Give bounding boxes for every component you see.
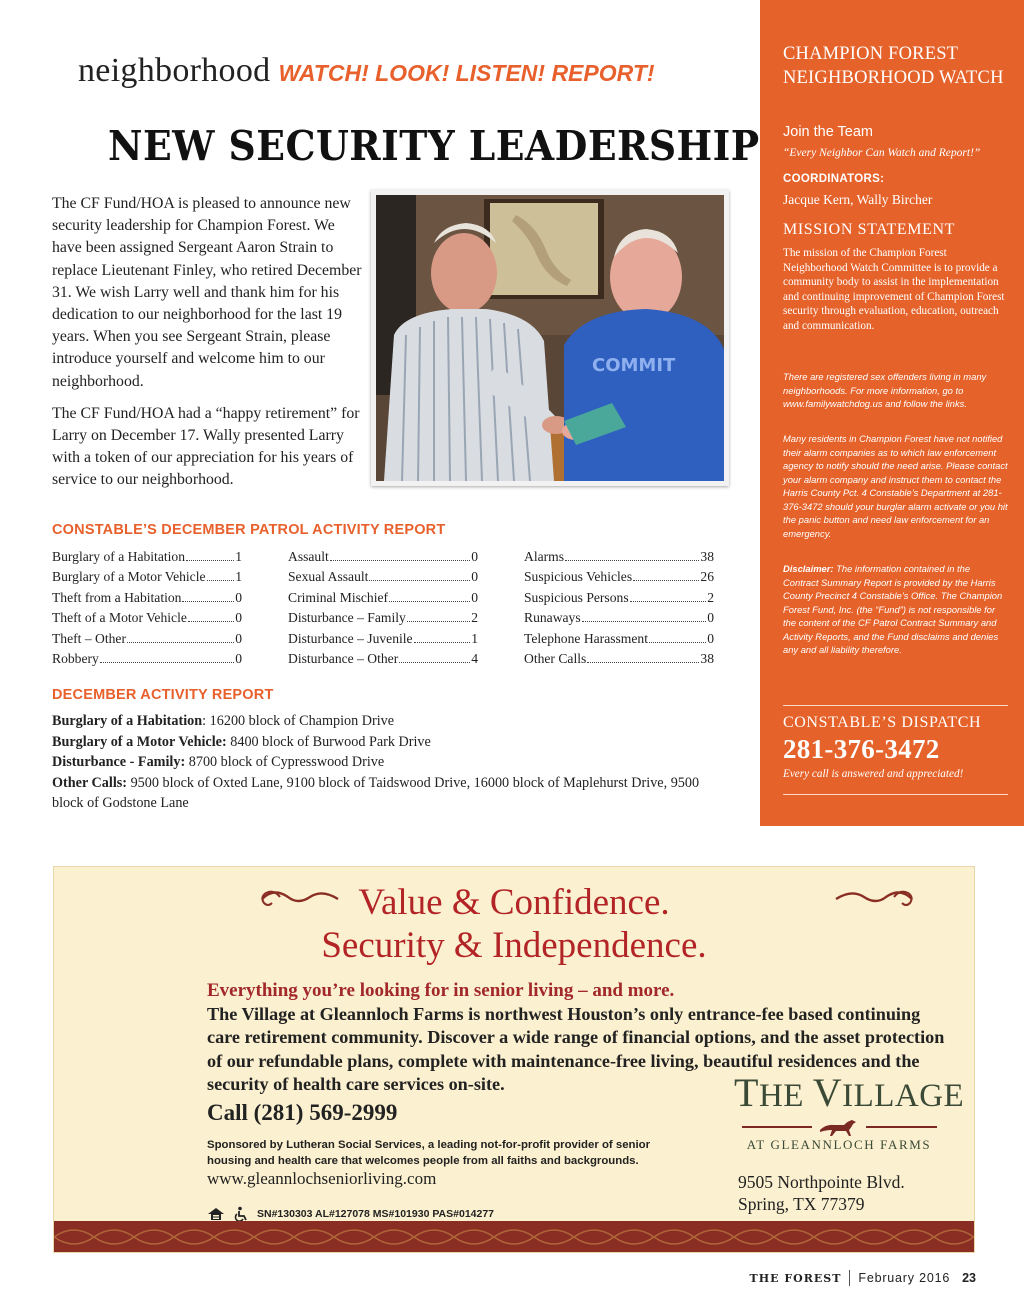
coordinators-names: Jacque Kern, Wally Bircher (783, 192, 933, 207)
ornament-pattern (54, 1221, 975, 1252)
patrol-row (52, 547, 242, 567)
village-logo (734, 1069, 965, 1153)
dot-leader (582, 621, 707, 622)
logo-rule-line (866, 1126, 937, 1128)
patrol-label: Telephone Harassment (524, 630, 648, 646)
patrol-label: Alarms (524, 549, 565, 564)
patrol-row (288, 608, 478, 628)
patrol-value: 0 (471, 549, 478, 564)
activity-label: Burglary of a Motor Vehicle: (52, 733, 227, 750)
dot-leader (369, 580, 470, 581)
dispatch-note: Every call is answered and appreciated! (783, 768, 964, 780)
coordinators-heading: COORDINATORS: (783, 173, 885, 185)
dot-leader (186, 560, 234, 561)
logo-letters: ILLAGE (842, 1078, 965, 1114)
activity-label: Other Calls: (52, 774, 128, 791)
activity-report-title: DECEMBER ACTIVITY REPORT (52, 687, 274, 703)
patrol-value: 26 (700, 569, 714, 585)
sidebar-title: CHAMPION FOREST NEIGHBORHOOD WATCH (783, 44, 1004, 88)
patrol-value: 38 (700, 549, 714, 564)
dot-leader (127, 642, 234, 643)
patrol-label: Other Calls (524, 651, 587, 667)
patrol-row (524, 649, 714, 669)
patrol-value: 0 (471, 569, 478, 585)
patrol-label: Disturbance – Juvenile (288, 630, 413, 646)
ad-sponsor: Sponsored by Lutheran Social Services, a leading not-for-profit provider of senior housing and health care that welcomes people from all faiths and backgrounds. (207, 1139, 651, 1167)
patrol-value: 38 (700, 651, 714, 667)
activity-text: 9500 block of Oxted Lane, 9100 block of Taidswood Drive, 16000 block of Maplehurst Drive, 9500 block of Godstone Lane (52, 774, 700, 812)
dot-leader (330, 560, 470, 561)
ad-phone: Call (281) 569-2999 (207, 1100, 398, 1125)
divider (783, 705, 1008, 706)
patrol-row (52, 629, 242, 649)
ad-headline: Value & Confidence. (358, 882, 670, 923)
article-body (52, 193, 362, 492)
patrol-value: 2 (707, 589, 714, 605)
section-tagline: WATCH! LOOK! LISTEN! REPORT! (278, 60, 655, 86)
dot-leader (630, 601, 707, 602)
patrol-value: 1 (471, 630, 478, 646)
patrol-value: 1 (235, 569, 242, 585)
disclaimer-text: The information contained in the Contract Summary Report is provided by the Harris County Precinct 4 Constable’s Office. The Champion Forest Fund, Inc. (the “Fund”) is not responsible for the content of the CF Patrol Contract Summary and Activity Reports, and the Fund disclaims and denies any and all liability therefore. (783, 563, 1003, 655)
neighborhood-watch-sidebar (760, 0, 1024, 826)
dispatch-phone: 281-376-3472 (783, 734, 940, 764)
ad-address (738, 1171, 905, 1215)
patrol-row (52, 567, 242, 587)
activity-label: Disturbance - Family: (52, 754, 186, 771)
patrol-row (288, 567, 478, 587)
equal-housing-icon (207, 1207, 225, 1221)
dot-leader (399, 662, 470, 663)
issue-date: February 2016 (858, 1271, 951, 1285)
dot-leader (565, 560, 699, 561)
dispatch-heading: CONSTABLE’S DISPATCH (783, 714, 982, 731)
patrol-value: 0 (235, 610, 242, 626)
divider (783, 794, 1008, 795)
patrol-label: Suspicious Persons (524, 589, 629, 605)
article-headline: NEW SECURITY LEADERSHIP (108, 122, 760, 170)
dot-leader (100, 662, 234, 663)
article-photo (371, 190, 729, 486)
village-logo-subtitle: AT GLEANNLOCH FARMS (746, 1137, 932, 1152)
alarm-note: Many residents in Champion Forest have not notified their alarm companies as to which law enforcement agency to notify should the need arise. Please contact your alarm company and instruct them to contact the Harris County Pct. 4 Constable’s Department at 281-376-3472 should your burglar alarm activate or you hit the panic button and need law enforcement for an emergency. (783, 433, 1008, 539)
patrol-row (524, 588, 714, 608)
logo-initial: T (734, 1070, 759, 1115)
horse-icon (816, 1118, 862, 1136)
shirt-text: COMMIT (592, 355, 676, 376)
dot-leader (633, 580, 699, 581)
patrol-column-1 (52, 547, 242, 669)
activity-item (52, 732, 732, 753)
patrol-label: Robbery (52, 651, 99, 667)
ad-body: The Village at Gleannloch Farms is northwest Houston’s only entrance-fee based continuing care retirement community. Discover a wide range of financial options, and the asset protection of our refundable plans, complete with maintenance-free living, beautiful residences and the security of health care services on-site. (207, 1004, 945, 1095)
publication-name: THE FOREST (749, 1271, 842, 1285)
ad-bottom-border (54, 1221, 974, 1252)
patrol-label: Suspicious Vehicles (524, 569, 633, 585)
patrol-row (524, 629, 714, 649)
patrol-row (288, 547, 478, 567)
patrol-value: 0 (235, 651, 242, 667)
ad-headline: Security & Independence. (321, 925, 707, 966)
patrol-row (52, 608, 242, 628)
patrol-column-3 (524, 547, 714, 669)
logo-letters: HE (758, 1078, 813, 1114)
patrol-label: Disturbance – Family (288, 610, 406, 626)
patrol-label: Assault (288, 549, 329, 564)
activity-separator: : (202, 713, 210, 729)
section-header (78, 52, 758, 90)
activity-item (52, 773, 732, 814)
dot-leader (407, 621, 470, 622)
logo-initial: V (812, 1070, 843, 1115)
page-footer (750, 1270, 976, 1286)
patrol-value: 4 (471, 651, 478, 667)
patrol-row (288, 649, 478, 669)
article-paragraph: The CF Fund/HOA had a “happy retirement” for Larry on December 17. Wally presented Larry with a token of our appreciation for his years of service to our neighborhood. (52, 404, 360, 489)
mission-heading: MISSION STATEMENT (783, 221, 956, 238)
activity-label: Burglary of a Habitation (52, 713, 203, 729)
patrol-row (288, 588, 478, 608)
patrol-value: 1 (235, 549, 242, 564)
patrol-row (524, 567, 714, 587)
patrol-label: Theft of a Motor Vehicle (52, 610, 187, 626)
patrol-row (52, 649, 242, 669)
logo-rule (742, 1118, 937, 1136)
dot-leader (414, 642, 471, 643)
address-line: Spring, TX 77379 (738, 1194, 865, 1214)
patrol-value: 2 (471, 610, 478, 626)
patrol-value: 0 (235, 630, 242, 646)
patrol-value: 0 (707, 630, 714, 646)
ad-website: www.gleannlochseniorliving.com (207, 1169, 437, 1188)
activity-text: 16200 block of Champion Drive (209, 713, 395, 729)
patrol-row (52, 588, 242, 608)
dot-leader (182, 601, 234, 602)
activity-item (52, 752, 732, 773)
sex-offender-note: There are registered sex offenders living in many neighborhoods. For more information, go to www.familywatchdog.us and follow the links. (783, 371, 987, 409)
ad-subhead: Everything you’re looking for in senior living – and more. (207, 980, 675, 1001)
patrol-label: Theft from a Habitation (52, 589, 182, 605)
village-logo-wordmark (734, 1069, 965, 1116)
mission-statement: The mission of the Champion Forest Neighborhood Watch Committee is to provide a community body to assist in the implementation and continuing improvement of Champion Forest security through evaluation, education, outreach and communication. (783, 247, 1005, 332)
address-line: 9505 Northpointe Blvd. (738, 1172, 905, 1192)
activity-text: 8400 block of Burwood Park Drive (230, 733, 431, 750)
activity-item (52, 711, 732, 732)
patrol-label: Criminal Mischief (288, 589, 389, 605)
dot-leader (207, 580, 235, 581)
patrol-value: 0 (471, 589, 478, 605)
patrol-label: Runaways (524, 610, 581, 626)
photo-illustration (376, 195, 724, 481)
patrol-label: Sexual Assault (288, 569, 369, 585)
ad-licenses (207, 1206, 494, 1222)
dot-leader (649, 642, 706, 643)
sidebar-quote: “Every Neighbor Can Watch and Report!” (783, 147, 981, 159)
activity-report (52, 711, 732, 814)
dot-leader (188, 621, 234, 622)
patrol-row (524, 547, 714, 567)
activity-text: 8700 block of Cypresswood Drive (188, 754, 385, 771)
page-number: 23 (962, 1271, 976, 1285)
patrol-value: 0 (235, 589, 242, 605)
patrol-row (288, 629, 478, 649)
village-advertisement (53, 866, 975, 1253)
section-name: neighborhood (78, 52, 271, 89)
patrol-label: Burglary of a Motor Vehicle (52, 569, 206, 585)
accessibility-icon (233, 1206, 249, 1222)
disclaimer-label: Disclaimer: (783, 563, 834, 574)
patrol-column-2 (288, 547, 478, 669)
disclaimer (783, 562, 1008, 657)
patrol-row (524, 608, 714, 628)
sidebar-join: Join the Team (783, 124, 874, 140)
article-paragraph: The CF Fund/HOA is pleased to announce new security leadership for Champion Forest. We have been assigned Sergeant Aaron Strain to replace Lieutenant Finley, who retired December 31. We wish Larry well and thank him for his dedication to our neighborhood for the last 19 years. When you see Sergeant Strain, please introduce yourself and welcome him to our neighborhood. (52, 195, 362, 390)
patrol-label: Theft – Other (52, 630, 126, 646)
patrol-label: Disturbance – Other (288, 651, 399, 667)
patrol-value: 0 (707, 610, 714, 626)
footer-divider (849, 1270, 850, 1286)
dot-leader (587, 662, 699, 663)
patrol-label: Burglary of a Habitation (52, 549, 186, 564)
patrol-report-title: CONSTABLE’S DECEMBER PATROL ACTIVITY REPORT (52, 522, 446, 538)
dot-leader (389, 601, 470, 602)
license-numbers: SN#130303 AL#127078 MS#101930 PAS#014277 (257, 1208, 495, 1220)
logo-rule-line (742, 1126, 813, 1128)
